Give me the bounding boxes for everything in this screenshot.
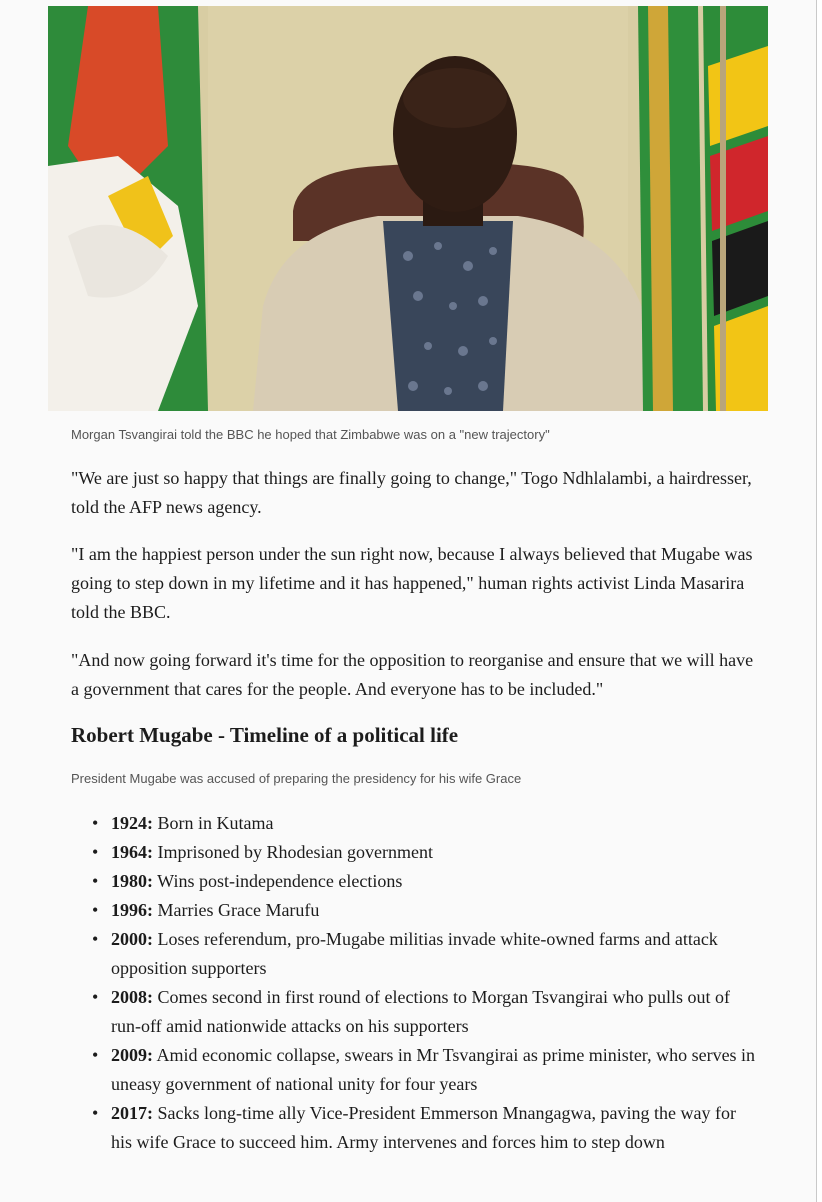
photo-caption: Morgan Tsvangirai told the BBC he hoped that Zimbabwe was on a "new trajectory" — [71, 427, 550, 442]
timeline-item — [92, 867, 761, 896]
timeline-caption: President Mugabe was accused of preparing the presidency for his wife Grace — [71, 771, 522, 786]
timeline-item — [92, 983, 761, 1041]
timeline-text: Comes second in first round of elections to Morgan Tsvangirai who pulls out of run-off amid nationwide attacks on his supporters — [111, 987, 731, 1036]
timeline-year: 1964: — [111, 842, 153, 862]
timeline-year: 2017: — [111, 1103, 153, 1123]
bullet-icon: • — [92, 871, 99, 891]
timeline-item — [92, 809, 761, 838]
timeline-item — [92, 1099, 761, 1157]
timeline-year: 1996: — [111, 900, 153, 920]
article-paragraph: "And now going forward it's time for the opposition to reorganise and ensure that we will have a government that cares for the people. And everyone has to be included." — [71, 650, 754, 699]
bullet-icon: • — [92, 1045, 99, 1065]
timeline-heading: Robert Mugabe - Timeline of a political life — [71, 723, 459, 747]
timeline-item — [92, 896, 761, 925]
bullet-icon: • — [92, 842, 99, 862]
tsvangirai-photo — [48, 6, 768, 411]
timeline-text: Imprisoned by Rhodesian government — [153, 842, 433, 862]
timeline-text: Loses referendum, pro-Mugabe militias invade white-owned farms and attack opposition supporters — [111, 929, 718, 978]
window-edge — [816, 0, 822, 1202]
timeline-item — [92, 838, 761, 867]
timeline-item — [92, 925, 761, 983]
article-paragraph: "I am the happiest person under the sun right now, because I always believed that Mugabe was going to step down in my lifetime and it has happened," human rights activist Linda Masarira told the BBC. — [71, 544, 753, 622]
bullet-icon: • — [92, 987, 99, 1007]
article-paragraph: "We are just so happy that things are finally going to change," Togo Ndhlalambi, a hairdresser, told the AFP news agency. — [71, 468, 752, 517]
timeline-text: Sacks long-time ally Vice-President Emmerson Mnangagwa, paving the way for his wife Grace to succeed him. Army intervenes and forces him to step down — [111, 1103, 736, 1152]
article-photo — [48, 6, 768, 411]
timeline-year: 1980: — [111, 871, 153, 891]
timeline-text: Wins post-independence elections — [153, 871, 403, 891]
timeline-item — [92, 1041, 761, 1099]
timeline-year: 1924: — [111, 813, 153, 833]
timeline-year: 2009: — [111, 1045, 153, 1065]
timeline-year: 2008: — [111, 987, 153, 1007]
timeline-list — [92, 809, 761, 1157]
bullet-icon: • — [92, 1103, 99, 1123]
timeline-text: Born in Kutama — [153, 813, 274, 833]
timeline-year: 2000: — [111, 929, 153, 949]
bullet-icon: • — [92, 929, 99, 949]
timeline-text: Marries Grace Marufu — [153, 900, 320, 920]
timeline-text: Amid economic collapse, swears in Mr Tsvangirai as prime minister, who serves in uneasy government of national unity for four years — [111, 1045, 756, 1094]
bullet-icon: • — [92, 813, 99, 833]
bullet-icon: • — [92, 900, 99, 920]
